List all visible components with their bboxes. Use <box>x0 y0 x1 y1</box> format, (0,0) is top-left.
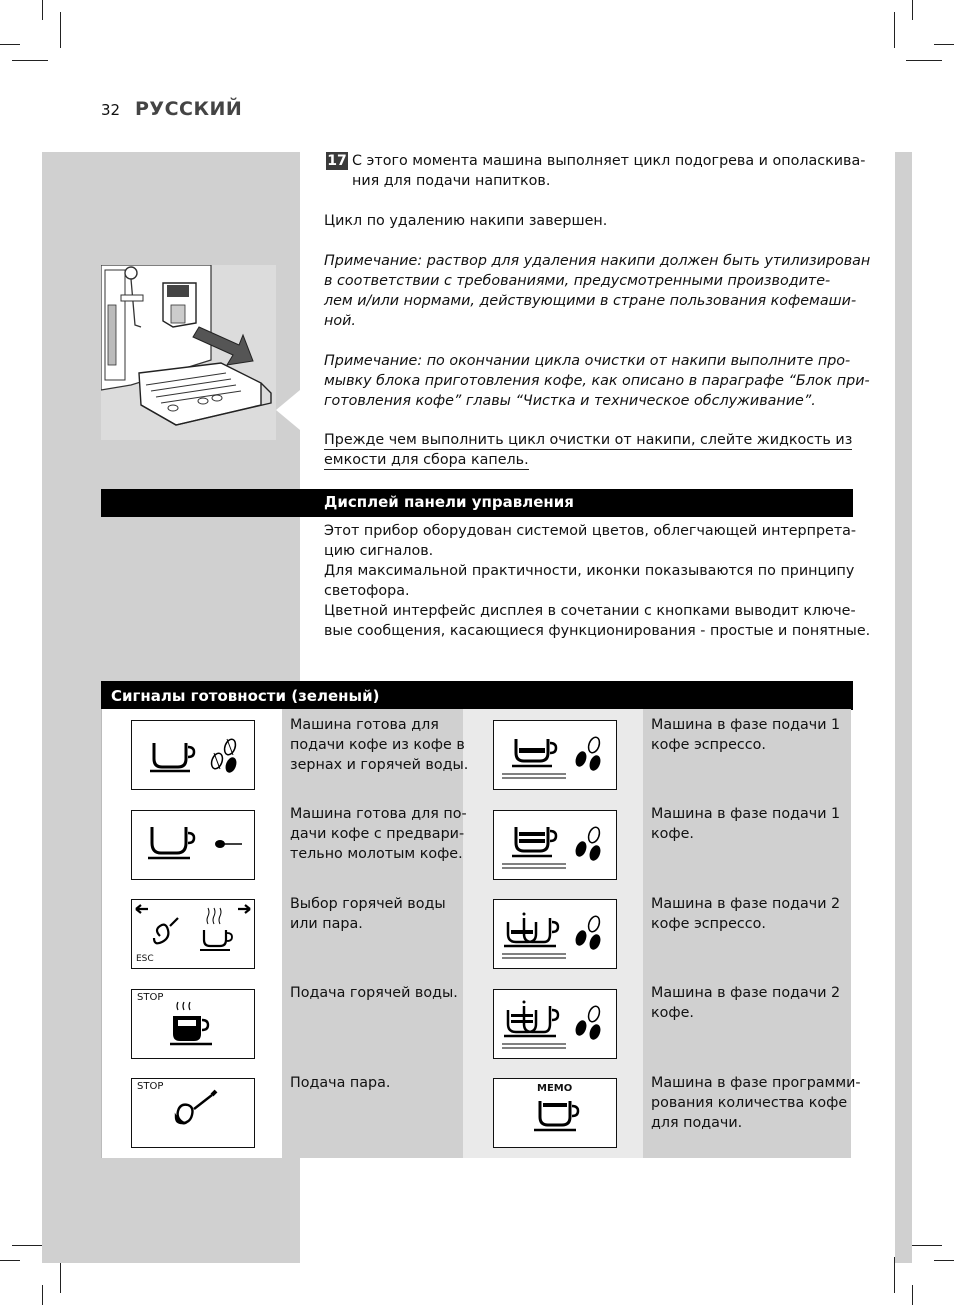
signal-line: кофе эспрессо. <box>651 737 766 753</box>
signal-line: Машина в фазе подачи 1 <box>651 717 841 733</box>
signal-line: рования количества кофе <box>651 1095 848 1111</box>
drip-tray-illustration <box>101 265 276 440</box>
signal-line: подачи кофе из кофе в <box>290 737 465 753</box>
note-disposal <box>324 251 870 331</box>
signal-line: Машина в фазе программи- <box>651 1075 861 1091</box>
signal-line: Машина готова для по- <box>290 806 467 822</box>
crop-mark <box>60 12 61 48</box>
signal-line: кофе эспрессо. <box>651 916 766 932</box>
crop-mark <box>12 60 48 61</box>
crop-mark <box>912 1285 913 1305</box>
signal-description <box>290 1073 390 1093</box>
cup-beans-icon <box>131 720 255 790</box>
signal-description <box>290 983 458 1003</box>
steam-dispense-icon <box>131 1078 255 1148</box>
note-rinse <box>324 351 870 411</box>
note-line: мывку блока приготовления кофе, как описано в параграфе “Блок при- <box>324 373 870 389</box>
step-text <box>352 151 865 191</box>
coffee-machine-drawing <box>101 265 276 440</box>
completed-text: Цикл по удалению накипи завершен. <box>324 213 608 229</box>
crop-mark <box>42 0 43 20</box>
signal-line: Машина в фазе подачи 2 <box>651 985 841 1001</box>
crop-mark <box>0 1260 20 1261</box>
section-title: Дисплей панели управления <box>324 493 574 511</box>
section-line: вые сообщения, касающиеся функционирования - простые и понятные. <box>324 623 871 639</box>
right-margin-band <box>895 152 912 1263</box>
signal-description <box>651 804 840 844</box>
signal-line: Машина в фазе подачи 2 <box>651 896 841 912</box>
section-line: цию сигналов. <box>324 543 434 559</box>
memo-label: MEMO <box>537 1083 573 1094</box>
signal-line: кофе. <box>651 826 694 842</box>
signal-line: зернах и горячей воды. <box>290 757 469 773</box>
stop-label: STOP <box>137 1081 164 1092</box>
crop-mark <box>906 60 942 61</box>
esc-label: ESC <box>136 954 154 964</box>
two-coffee-icon <box>493 989 617 1059</box>
signal-line: кофе. <box>651 1005 694 1021</box>
signal-line: для подачи. <box>651 1115 743 1131</box>
note-line: лем и/или нормами, действующими в стране пользования кофемаши- <box>324 293 857 309</box>
warning-text <box>324 430 852 470</box>
section-line: светофора. <box>324 583 410 599</box>
signal-description <box>651 983 840 1023</box>
signal-line: или пара. <box>290 916 363 932</box>
cup-spoon-icon <box>131 810 255 880</box>
signal-description <box>290 715 468 775</box>
section-line: Для максимальной практичности, иконки показываются по принципу <box>324 563 855 579</box>
crop-mark <box>894 12 895 48</box>
section-body <box>324 521 870 641</box>
step-text-line: С этого момента машина выполняет цикл подогрева и ополаскива- <box>352 153 866 169</box>
signals-table-header <box>101 681 853 710</box>
section-line: Цветной интерфейс дисплея в сочетании с кнопками выводит ключе- <box>324 603 856 619</box>
step-number-badge: 17 <box>327 153 347 169</box>
hot-water-dispense-icon <box>131 989 255 1059</box>
note-line: в соответствии с требованиями, предусмотренными производите- <box>324 273 831 289</box>
crop-mark <box>912 0 913 20</box>
two-espresso-icon <box>493 899 617 969</box>
section-header-bar <box>101 489 853 517</box>
section-line: Этот прибор оборудован системой цветов, облегчающей интерпрета- <box>324 523 857 539</box>
note-line: ной. <box>324 313 356 329</box>
signal-line: Машина готова для <box>290 717 439 733</box>
signal-line: Машина в фазе подачи 1 <box>651 806 841 822</box>
signal-description <box>290 804 467 864</box>
signal-description <box>651 1073 861 1133</box>
hotwater-steam-select-icon <box>131 899 255 969</box>
illustration-pointer <box>276 390 300 430</box>
page-number: 32 <box>101 101 121 119</box>
crop-mark <box>934 44 954 45</box>
crop-mark <box>934 1260 954 1261</box>
page-language-title: РУССКИЙ <box>135 98 243 120</box>
note-line: Примечание: по окончании цикла очистки от накипи выполните про- <box>324 353 851 369</box>
signal-description <box>651 715 840 755</box>
crop-mark <box>42 1285 43 1305</box>
signal-line: Подача пара. <box>290 1075 391 1091</box>
one-espresso-icon <box>493 720 617 790</box>
warning-line: емкости для сбора капель. <box>324 452 529 468</box>
signal-line: Выбор горячей воды <box>290 896 446 912</box>
signal-description <box>290 894 446 934</box>
signal-line: тельно молотым кофе. <box>290 846 463 862</box>
crop-mark <box>0 44 20 45</box>
note-line: Примечание: раствор для удаления накипи должен быть утилизирован <box>324 253 871 269</box>
signal-description <box>651 894 840 934</box>
one-coffee-icon <box>493 810 617 880</box>
memo-icon <box>493 1078 617 1148</box>
warning-line: Прежде чем выполнить цикл очистки от накипи, слейте жидкость из <box>324 432 853 448</box>
signals-table-title: Сигналы готовности (зеленый) <box>111 687 380 705</box>
note-line: готовления кофе” главы “Чистка и техническое обслуживание”. <box>324 393 816 409</box>
step-text-line: ния для подачи напитков. <box>352 173 551 189</box>
stop-label: STOP <box>137 992 164 1003</box>
signal-line: дачи кофе с предвари- <box>290 826 465 842</box>
signal-line: Подача горячей воды. <box>290 985 458 1001</box>
